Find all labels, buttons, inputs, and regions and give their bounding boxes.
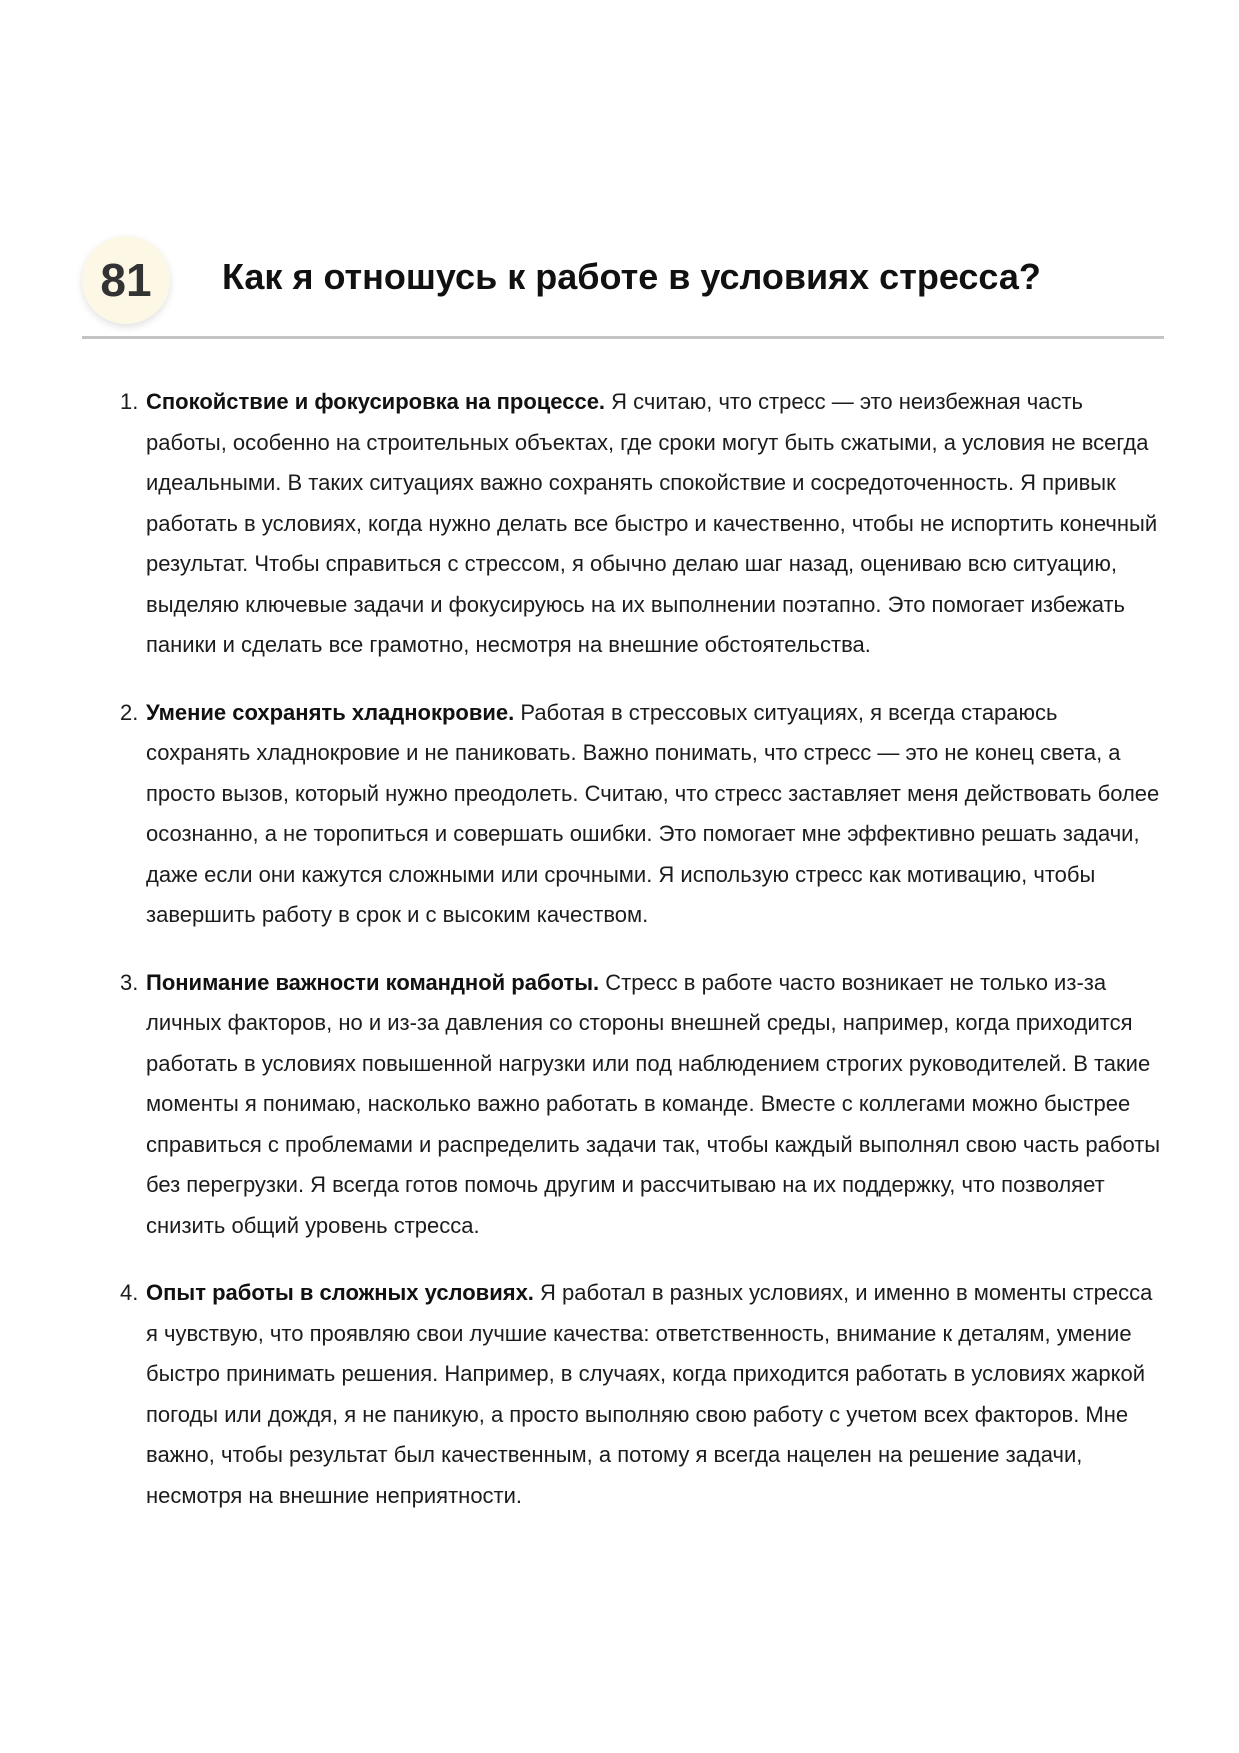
item-lead: Опыт работы в сложных условиях.: [146, 1280, 534, 1305]
question-header: [80, 236, 1162, 336]
item-lead: Понимание важности командной работы.: [146, 969, 600, 995]
header-divider: [82, 336, 1164, 339]
item-text: Работая в стрессовых ситуациях, я всегда стараюсь сохранять хладнокровие и не паниковать. Важно понимать, что стресс — это не конец света, а просто вызов, который нужно преодолеть. Считаю, что стресс заставляет меня действовать более осознанно, а не торопиться и совершать ошибки. Это помогает мне эффективно решать задачи, даже если они кажутся сложными или срочными. Я использую стресс как мотивацию, чтобы завершить работу в срок и с высоким качеством.: [146, 699, 1160, 927]
item-number: 1.: [120, 389, 139, 414]
item-lead: Умение сохранять хладнокровие.: [146, 699, 515, 725]
list-item: [120, 382, 1164, 666]
question-title: Как я отношусь к работе в условиях стресса?: [222, 256, 1041, 297]
item-lead: Спокойствие и фокусировка на процессе.: [146, 389, 606, 414]
item-text: Я считаю, что стресс — это неизбежная часть работы, особенно на строительных объектах, где сроки могут быть сжатыми, а условия не всегда идеальными. В таких ситуациях важно сохранять спокойствие и сосредоточенность. Я привык работать в условиях, когда нужно делать все быстро и качественно, чтобы не испортить конечный результат. Чтобы справиться с стрессом, я обычно делаю шаг назад, оцениваю всю ситуацию, выделяю ключевые задачи и фокусируюсь на их выполнении поэтапно. Это помогает избежать паники и сделать все грамотно, несмотря на внешние обстоятельства.: [146, 389, 1158, 657]
item-number: 4.: [120, 1280, 139, 1305]
answer-list: [120, 382, 1164, 1543]
item-text: Я работал в разных условиях, и именно в моменты стресса я чувствую, что проявляю свои лучшие качества: ответственность, внимание к деталям, умение быстро принимать решения. Например, в случаях, когда приходится работать в условиях жаркой погоды или дождя, я не паникую, а просто выполняю свою работу с учетом всех факторов. Мне важно, чтобы результат был качественным, а потому я всегда нацелен на решение задачи, несмотря на внешние неприятности.: [146, 1280, 1153, 1508]
item-text: Стресс в работе часто возникает не только из-за личных факторов, но и из-за давления со стороны внешней среды, например, когда приходится работать в условиях повышенной нагрузки или под наблюдением строгих руководителей. В такие моменты я понимаю, насколько важно работать в команде. Вместе с коллегами можно быстрее справиться с проблемами и распределить задачи так, чтобы каждый выполнял свою часть работы без перегрузки. Я всегда готов помочь другим и рассчитываю на их поддержку, что позволяет снизить общий уровень стресса.: [146, 969, 1161, 1238]
list-item: [120, 963, 1164, 1247]
item-number: 2.: [120, 699, 139, 725]
list-item: [120, 1273, 1164, 1516]
item-number: 3.: [120, 969, 139, 995]
question-number-badge: 81: [82, 236, 170, 324]
list-item: [120, 693, 1164, 936]
